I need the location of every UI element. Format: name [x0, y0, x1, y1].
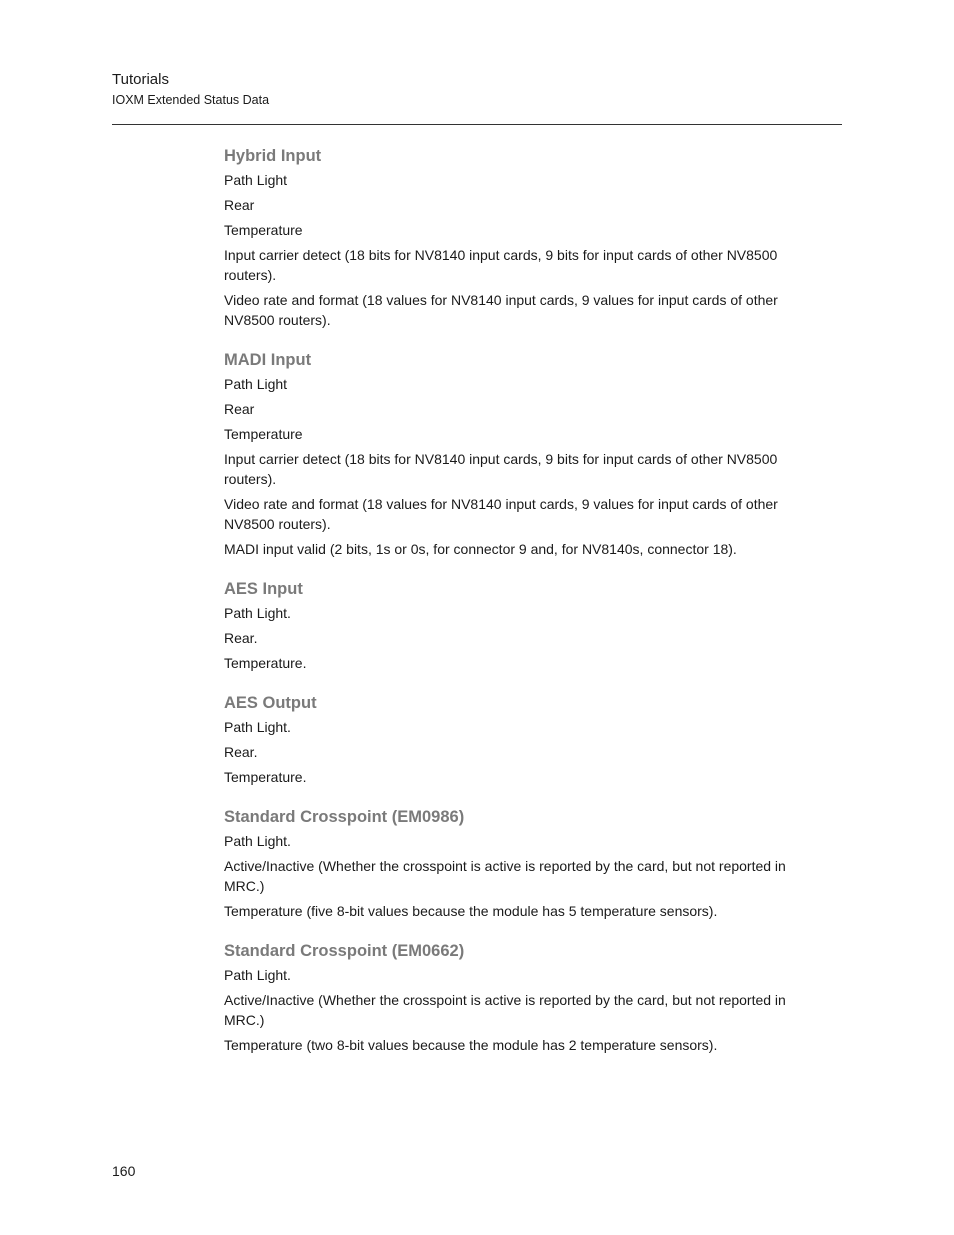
- header-divider: [112, 124, 842, 125]
- section-heading: Standard Crosspoint (EM0662): [224, 942, 465, 960]
- list-item: Rear.: [224, 744, 258, 760]
- list-item: Video rate and format (18 values for NV8140 input cards, 9 values for input cards of other NV8500 routers).: [224, 292, 778, 328]
- list-item: Active/Inactive (Whether the crosspoint is active is reported by the card, but not reported in MRC.): [224, 858, 786, 894]
- running-header: [112, 70, 842, 109]
- list-item: MADI input valid (2 bits, 1s or 0s, for connector 9 and, for NV8140s, connector 18).: [224, 541, 737, 557]
- section-heading: AES Output: [224, 694, 317, 712]
- section-hybrid-input: [224, 145, 824, 330]
- section-heading: Standard Crosspoint (EM0986): [224, 808, 465, 826]
- section-standard-crosspoint-em0986: [224, 806, 824, 921]
- list-item: Path Light.: [224, 605, 291, 621]
- list-item: Video rate and format (18 values for NV8140 input cards, 9 values for input cards of other NV8500 routers).: [224, 496, 778, 532]
- list-item: Input carrier detect (18 bits for NV8140 input cards, 9 bits for input cards of other NV8500 routers).: [224, 247, 778, 283]
- section-aes-output: [224, 692, 824, 787]
- list-item: Temperature.: [224, 769, 307, 785]
- list-item: Rear.: [224, 630, 258, 646]
- main-content: [224, 145, 824, 1074]
- list-item: Path Light.: [224, 719, 291, 735]
- section-madi-input: [224, 349, 824, 559]
- list-item: Path Light: [224, 172, 288, 188]
- section-heading: MADI Input: [224, 351, 312, 369]
- list-item: Temperature (five 8-bit values because the module has 5 temperature sensors).: [224, 903, 718, 919]
- list-item: Path Light: [224, 376, 288, 392]
- list-item: Temperature: [224, 222, 303, 238]
- list-item: Path Light.: [224, 833, 291, 849]
- section-heading: AES Input: [224, 580, 303, 598]
- section-standard-crosspoint-em0662: [224, 940, 824, 1055]
- list-item: Temperature.: [224, 655, 307, 671]
- page-number: 160: [112, 1163, 136, 1179]
- list-item: Active/Inactive (Whether the crosspoint is active is reported by the card, but not reported in MRC.): [224, 992, 786, 1028]
- header-section-title: IOXM Extended Status Data: [112, 93, 270, 107]
- list-item: Path Light.: [224, 967, 291, 983]
- section-aes-input: [224, 578, 824, 673]
- header-chapter-title: Tutorials: [112, 71, 169, 88]
- list-item: Input carrier detect (18 bits for NV8140 input cards, 9 bits for input cards of other NV8500 routers).: [224, 451, 778, 487]
- list-item: Temperature: [224, 426, 303, 442]
- list-item: Temperature (two 8-bit values because the module has 2 temperature sensors).: [224, 1037, 718, 1053]
- section-heading: Hybrid Input: [224, 147, 322, 165]
- list-item: Rear: [224, 401, 255, 417]
- list-item: Rear: [224, 197, 255, 213]
